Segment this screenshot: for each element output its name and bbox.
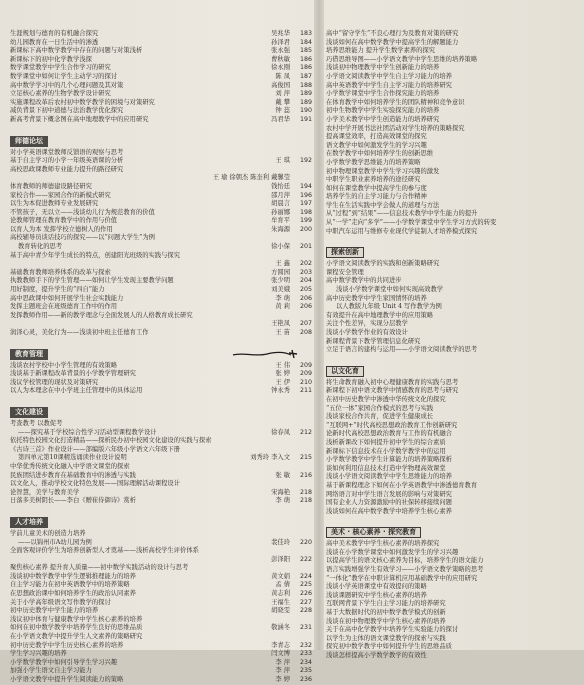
section-heading <box>10 509 312 528</box>
entry-title: 全面客观评价学生为培养创新型人才奠基——浅析高校学生评价体系 <box>10 547 199 555</box>
entry-page: 206 <box>299 294 312 302</box>
entry-title: 以文化人，推动学校文化特色发展——国际理解活动课程设计 <box>10 480 181 488</box>
entry-title: 不管孩子，无以立——浅谈幼儿行为规范教育的价值 <box>10 208 155 216</box>
index-entry: 互联网背景下学生自主学习能力的培养研究 <box>326 600 446 608</box>
section-heading <box>326 358 576 377</box>
entry-title: 数学课堂教学中学生合作学习的研究 <box>10 64 111 72</box>
section-heading-label: 探索创新 <box>326 247 364 258</box>
entry-title: 减负背景下初中道德与法治教学优化探究 <box>10 107 124 115</box>
index-entry <box>10 183 312 192</box>
index-entry <box>10 295 312 304</box>
entry-author: 钱怡廷 <box>271 182 290 190</box>
entry-page: 208 <box>299 329 312 336</box>
entry-author: 王 伟 <box>275 361 290 369</box>
entry-title: 生涯规划与德育的有机融合探究 <box>10 30 99 37</box>
index-entry: 初中物理课堂教学中学生学习兴趣的激发 <box>326 167 440 175</box>
index-entry: 浅谈在初中物理教学中学生核心素养的培养 <box>326 617 446 625</box>
index-entry <box>10 667 312 676</box>
entry-title: 浅议初中体育与健康教学中学生核心素养的培养 <box>10 615 143 623</box>
entry-page: 189 <box>299 90 312 98</box>
entry-page: 186 <box>299 64 312 72</box>
index-entry: 浅谈小学语文阅读教学中学生思维能力的培养 <box>326 473 452 481</box>
index-entry <box>10 200 312 209</box>
entry-title: 润泽心灵，美化行为——浅谈初中班主任德育工作 <box>10 329 149 336</box>
index-entry <box>10 472 312 481</box>
entry-page: 227 <box>299 598 312 606</box>
index-entry <box>10 260 312 269</box>
entry-page: 188 <box>299 81 312 89</box>
entry-page: 236 <box>299 676 312 683</box>
entry-author: 钟 蕊 <box>275 107 290 115</box>
entry-title: 体育教师的师德建设路径研究 <box>10 182 92 190</box>
entry-page: 218 <box>299 488 312 496</box>
index-entry <box>10 303 312 312</box>
entry-page: 204 <box>299 277 312 285</box>
index-entry: 浅谈在小学数学课堂中如何激发学生的学习兴趣 <box>326 548 459 556</box>
index-entry <box>10 581 312 590</box>
index-entry: 浅谈怎样提高小学数学教学的有效性 <box>326 652 427 659</box>
index-entry <box>10 497 312 506</box>
index-entry <box>10 437 312 446</box>
entry-title: 初中历史教学中学生能力的培养 <box>10 607 99 615</box>
entry-page: 200 <box>299 225 312 233</box>
entry-author: 张永强 <box>271 47 290 55</box>
entry-author: 徐春凤 <box>271 428 290 436</box>
entry-author: 裴佳玲 <box>271 538 290 546</box>
index-entry: 浅谈小学数学课堂中如何实现高效教学 <box>336 286 444 294</box>
section-heading-label: 文化建设 <box>10 407 48 418</box>
index-entry <box>10 157 312 166</box>
index-entry <box>10 420 312 429</box>
entry-author: 李 萍 <box>275 658 290 666</box>
entry-page: 189 <box>299 98 312 106</box>
handwritten-pen-mark <box>231 348 299 360</box>
index-entry <box>10 64 312 73</box>
entry-author: 高俊国 <box>271 81 290 89</box>
index-entry: 高中英语教学中学生自主学习能力的培养研究 <box>326 81 452 89</box>
entry-title: 基础教育教师培养体系的改革与探索 <box>10 268 111 276</box>
entry-author: 孙丽娜 <box>271 208 290 216</box>
entry-page: 198 <box>299 208 312 216</box>
entry-author: 王 鑫 <box>275 260 290 268</box>
book-gutter <box>314 0 324 650</box>
index-entry: 浅谈小学数学作业的有效设计 <box>326 329 408 336</box>
index-entry: 网络语言对中学生语言发展的影响与对策研究 <box>326 490 452 498</box>
entry-page: 205 <box>299 286 312 294</box>
entry-title: 关于小学高年级语文写作教学的探讨 <box>10 598 111 606</box>
index-entry: 高中数学教学中的共同进步 <box>326 277 402 285</box>
index-entry <box>10 387 312 396</box>
entry-title: 民族团结进步教育在基础教育中的渗透与实践 <box>10 471 136 479</box>
index-entry <box>10 47 312 56</box>
entry-title: 数学课堂中如何让学生主动学习的探讨 <box>10 72 118 80</box>
entry-title: 新高考背景下概念图在高中地理教学中的应用研究 <box>10 115 149 123</box>
entry-author: 闫文博 <box>271 650 290 658</box>
index-entry <box>10 633 312 642</box>
entry-title: 小学数学教学中如何引导学生学习兴趣 <box>10 658 118 666</box>
entry-page: 186 <box>299 55 312 63</box>
index-entry <box>10 599 312 608</box>
entry-title: 用好制度，提升学生的“四自”能力 <box>10 286 105 294</box>
entry-page: 202 <box>299 260 312 268</box>
section-heading-label: 人才培养 <box>10 517 48 528</box>
index-entry <box>10 362 312 371</box>
entry-title: 新课标下的初中化学教学浅探 <box>10 55 92 63</box>
entry-author: 宋海艳 <box>271 488 290 496</box>
index-entry: 浅谈如何在高中数学教学中提高学生的解题能力 <box>326 38 459 46</box>
entry-page: 224 <box>299 572 312 580</box>
index-entry: “互联网+”时代高校思想政治教育工作创新研究 <box>326 421 458 429</box>
entry-page: 225 <box>299 581 312 589</box>
index-entry <box>10 252 312 261</box>
index-entry: 小学数学教学思维能力的培养策略 <box>326 158 421 166</box>
entry-author: 胡晓雯 <box>271 607 290 615</box>
entry-title: 发挥教师作用——新的教学理念与全面发展人的人格教育成长研究 <box>10 311 193 319</box>
entry-author: 李 萌 <box>275 497 290 505</box>
entry-title: 《古诗三首》作业设计——部编版六年级小学语文六年级下册 <box>10 445 181 453</box>
index-entry <box>10 107 312 116</box>
entry-title: 初中历史教学中学生历史核心素养的培养 <box>10 641 124 649</box>
entry-title: 高校辅导员谈话技巧的探究——以“问题大学生”为例 <box>10 234 155 242</box>
index-entry <box>10 82 312 91</box>
entry-page: 194 <box>299 182 312 190</box>
entry-author: 方圆园 <box>271 268 290 276</box>
entry-page: 232 <box>299 641 312 649</box>
index-entry: 国有企业人力资源激励中的社保转移接续问题 <box>326 499 452 507</box>
index-entry: 小学语文阅读教学的实践和创新策略研究 <box>326 260 440 268</box>
entry-title: ——以锦州市A幼儿园为例 <box>18 538 92 546</box>
entry-page: 209 <box>299 370 312 378</box>
index-entry: 中职学生职业素养培养的途径研究 <box>326 176 421 184</box>
index-entry: “一体化”教学在中职计算机应用基础教学中的应用研究 <box>326 574 478 582</box>
entry-page: 183 <box>299 30 312 37</box>
index-entry <box>10 277 312 286</box>
index-entry: 小学数学课堂中学生合作探究能力的培养 <box>326 90 440 98</box>
index-entry: 关注个性差异，实现分层教学 <box>326 320 408 328</box>
section-heading-label: 美术 · 核心素养 · 探究教育 <box>326 527 421 538</box>
entry-page: 211 <box>299 387 312 395</box>
index-entry: 中职汽车运用与维修专业现代学徒制人才培养模式探究 <box>326 227 478 235</box>
entry-page: 228 <box>299 607 312 615</box>
index-entry <box>10 590 312 599</box>
index-entry: 新课程下初中语文教学中情感教育的思考与研究 <box>326 387 459 395</box>
entry-title: 以育人为本 发挥学校立德树人的作用 <box>10 225 113 233</box>
entry-title: 小学语文教学中提升学生阅读能力的策略 <box>10 676 124 683</box>
index-entry <box>10 454 312 463</box>
entry-author: 孙泽君 <box>271 38 290 46</box>
entry-title: 基于自主学习的小学一年级英语课的分析 <box>10 157 124 165</box>
entry-author: 冯君华 <box>271 115 290 123</box>
index-entry: 有效提升在高中地理教学中的应用策略 <box>326 311 434 319</box>
entry-title: 浅谈基于新课程改革背景的小学教学管理研究 <box>10 370 136 378</box>
index-entry <box>10 116 312 125</box>
entry-page: 216 <box>299 471 312 479</box>
index-entry: 以人教版九年级 Unit 4 写作教学为例 <box>336 303 442 311</box>
entry-page: 197 <box>299 200 312 208</box>
index-entry <box>10 149 312 158</box>
entry-page: 226 <box>299 590 312 598</box>
section-heading-label: 师德论坛 <box>10 136 48 147</box>
index-entry <box>10 234 312 243</box>
index-entry: 浅谈课题研究中学生核心素养的培养 <box>326 591 427 599</box>
entry-author: 敬涵冬 <box>271 624 290 632</box>
entry-author: 邵月萍 <box>271 191 290 199</box>
index-entry <box>10 286 312 295</box>
index-entry: 学生在生活实践中学会做人的道理与方法 <box>326 201 440 209</box>
index-entry <box>10 429 312 438</box>
entry-title: 聚焦核心素养 提升育人质量——初中数学实践活动的设计与思考 <box>10 564 189 572</box>
index-entry <box>10 329 312 338</box>
index-entry <box>10 209 312 218</box>
section-heading <box>326 519 576 538</box>
index-entry: 小学数学教学中学生计算能力的培养策略探析 <box>326 456 452 464</box>
entry-author: 钟永秀 <box>271 387 290 395</box>
index-entry: 在数学教学中如何培养学生的创新思维 <box>326 150 434 158</box>
index-entry: 论新时代高校思想政治教育与工作的有机融合 <box>326 430 452 438</box>
entry-author: 陈 凤 <box>275 72 290 80</box>
entry-title: 高中数学学习中的几个心理问题及其对策 <box>10 81 124 89</box>
index-entry: 将生命教育融入初中心理健康教育的实践与思考 <box>326 378 459 386</box>
index-entry: 初中生物教学中学生实验探究能力的培养 <box>326 107 440 115</box>
entry-author: 刘秀玲 李入文 <box>250 454 290 462</box>
index-entry <box>10 217 312 226</box>
entry-author: 徐永刚 <box>271 64 290 72</box>
entry-author: 李 萍 <box>275 667 290 675</box>
index-entry <box>10 642 312 651</box>
index-entry: 培养思维能力 提升学生数学素养的探究 <box>326 47 436 55</box>
index-entry: 浅谈小学英语课堂中有效提问的策略 <box>326 583 427 591</box>
entry-author: 胡晨言 <box>271 200 290 208</box>
index-entry <box>10 30 312 39</box>
entry-page: 185 <box>299 47 312 55</box>
index-entry <box>10 539 312 548</box>
index-entry <box>10 624 312 633</box>
entry-author: 李青志 <box>271 641 290 649</box>
right-column-index <box>326 30 576 659</box>
entry-title: 加强小学生语文自主学习能力 <box>10 667 92 675</box>
entry-page: 184 <box>299 38 312 46</box>
entry-title: 实施课程改革后农村初中数学教学的困境与对策研究 <box>10 98 155 106</box>
index-entry: 以学生为主体的语文课堂教学的探索与实践 <box>326 634 446 642</box>
index-entry <box>10 174 312 183</box>
entry-author: 刘 萍 <box>275 90 290 98</box>
index-entry: 浅谈初中物理教学中学生创新能力的培养 <box>326 64 440 72</box>
entry-author: 张 敏 <box>275 471 290 479</box>
entry-title: 对小学英语课堂教师反馈语的观察与思考 <box>10 148 124 156</box>
entry-page: 196 <box>299 191 312 199</box>
index-entry <box>10 530 312 539</box>
index-entry <box>10 320 312 329</box>
index-entry <box>10 463 312 472</box>
index-entry: 语言实践增强学生有效学习——小学语文教学策略的思考 <box>326 566 484 574</box>
entry-page: 191 <box>299 115 312 123</box>
entry-page: 220 <box>299 538 312 546</box>
index-entry <box>10 192 312 201</box>
entry-page: 210 <box>299 378 312 386</box>
entry-author: 李 婷 <box>275 676 290 683</box>
entry-page: 215 <box>299 454 312 462</box>
entry-author: 黄志利 <box>271 590 290 598</box>
index-entry <box>10 556 312 565</box>
entry-title: 论智慧，美学与教育美学 <box>10 488 80 496</box>
entry-title: 中华优秀传统文化融入中学语文课堂的探索 <box>10 462 130 470</box>
index-entry: 高中历史教学中学生家国情怀的培养 <box>326 294 427 302</box>
index-entry: 浅谈家校合作共育，促进学生健康成长 <box>326 413 434 421</box>
index-entry: 语文教学中如何激发学生的学习兴趣 <box>326 141 427 149</box>
entry-title: 学前儿童美术的创造力培养 <box>10 529 86 537</box>
entry-page: 199 <box>299 217 312 225</box>
entry-title: 以生为本促进教师专业发展研究 <box>10 200 99 208</box>
index-entry <box>10 39 312 48</box>
entry-title: 新课标下高中数学教学中存在的问题与对策浅析 <box>10 47 143 55</box>
index-entry: 课程安全管理 <box>326 268 364 276</box>
entry-page: 206 <box>299 303 312 311</box>
entry-author: 张少明 <box>271 277 290 285</box>
index-entry: 小学美术教学中学生创造能力的培养研究 <box>326 115 440 123</box>
index-entry: 高中美术教学中学生核心素养的培养探究 <box>326 540 440 548</box>
left-column-index <box>10 30 312 683</box>
index-entry: 农村中学开展书法社团活动对学生培养的策略探究 <box>326 124 465 132</box>
index-entry: 谈如何利用信息技术打造中学物理高效课堂 <box>326 464 446 472</box>
index-entry: 新课程背景下教学管理信息化研究 <box>326 337 421 345</box>
index-entry: 基于新课程理念下如何在小学英语教学中渗透德育教育 <box>326 481 478 489</box>
entry-title: 以人为本理念在中小学班主任管理中的具体运用 <box>10 387 143 395</box>
entry-page: 235 <box>299 667 312 675</box>
section-heading <box>10 128 312 147</box>
entry-author: 徐小保 <box>271 243 290 251</box>
entry-author: 曹秋敏 <box>271 55 290 63</box>
index-entry: 新课标下信息技术在小学数学教学中的运用 <box>326 447 446 455</box>
entry-title: 依托特色校园文化打造精品——探析民办初中校园文化建设的实践与探索 <box>10 437 212 445</box>
entry-page: 201 <box>299 243 312 251</box>
section-heading <box>10 399 312 418</box>
index-entry: 浅析新课改下如何提升初中学生的综合素质 <box>326 438 446 446</box>
index-entry <box>10 650 312 659</box>
entry-author: 李 萌 <box>275 294 290 302</box>
entry-page: 203 <box>299 268 312 276</box>
index-entry <box>10 243 312 252</box>
entry-title: 家校合作——家园合作的新模式研究 <box>10 191 111 199</box>
index-entry: 在初中历史教学中渗透中华传统文化的探究 <box>326 395 446 403</box>
index-entry <box>10 370 312 379</box>
entry-title: 学生学习兴趣的培养 <box>10 650 67 658</box>
section-heading <box>326 239 576 258</box>
index-entry <box>10 480 312 489</box>
entry-author: 朱海源 <box>271 225 290 233</box>
entry-page: 190 <box>299 107 312 115</box>
entry-page: 209 <box>299 361 312 369</box>
entry-title: 发挥主题班会在班级德育工作中的作用 <box>10 303 118 311</box>
index-entry: 浅谈如何在高中数学教学中培养学生核心素养 <box>326 507 452 515</box>
index-entry <box>10 312 312 321</box>
index-entry: 关于在高中化学教学中培养学生实验能力的探讨 <box>326 626 459 634</box>
entry-title: 执教教师手下的学生管理——如何让学生发现主要教学问题 <box>10 277 174 285</box>
section-heading-label: 教育管理 <box>10 349 48 360</box>
entry-author: 王福生 <box>271 598 290 606</box>
entry-page: 231 <box>299 624 312 632</box>
index-entry: 小学语文阅读教学中学生自主学习能力的培养 <box>326 72 452 80</box>
entry-title: 浅议学校管理的现状及对策研究 <box>10 378 99 386</box>
index-entry <box>10 547 312 556</box>
index-entry: 从“一学”走向“多学”——小学数学课堂中学生学习方式的转变 <box>326 219 497 227</box>
entry-author: 彭泽阳 <box>271 555 290 563</box>
entry-title: 考查教考 以教促考 <box>10 419 63 427</box>
index-entry: “五位一体”家园合作模式的思考与实践 <box>326 404 434 412</box>
entry-author: 王艳凤 <box>271 320 290 328</box>
index-entry: 探究初中数学教学中如何提升学生的思维品质 <box>326 643 452 651</box>
entry-author: 黄文娟 <box>271 572 290 580</box>
entry-author: 吴兆华 <box>271 30 290 37</box>
index-entry: 如何在课堂教学中提高学生的参与度 <box>326 184 427 192</box>
entry-title: 自主学习能力在初中英语教学中的培养策略 <box>10 581 130 589</box>
index-entry: 基于大数据时代的初中数学教学模式的创新 <box>326 609 446 617</box>
entry-title: ——探究基于学校综合性学习活动型课程教学设计 <box>18 428 157 436</box>
index-entry: 提高课堂效率，打造高效课堂的探究 <box>326 133 427 141</box>
entry-author: 张 婷 <box>275 370 290 378</box>
index-entry: 从“过程”到“结果”——信息技术教学中学生能力的提升 <box>326 210 478 218</box>
entry-title: 基于高中青少年学生成长的特点，创建阳光班级的实践与探究 <box>10 251 181 259</box>
entry-page: 192 <box>299 157 312 165</box>
entry-author: 黄 莉 <box>275 303 290 311</box>
entry-title: 浅谈初中数学教学中学生逻辑推理能力的培养 <box>10 572 136 580</box>
index-entry: 立足于语言的建构与运用——小学语文阅读教学的思考 <box>326 346 478 354</box>
entry-author: 牟育平 <box>271 217 290 225</box>
entry-author: 王 伊 <box>275 378 290 386</box>
entry-title: 在思想政治课中如何培养学生的政治认同素养 <box>10 590 136 598</box>
index-entry: 巧借思维导图——小学语文教学中学生思维的培养策略 <box>326 55 478 63</box>
entry-title: 幼儿园教育在一日生活中的渗透 <box>10 38 99 46</box>
entry-title: 第四单元第10课精选诵读作业设计说明 <box>18 454 127 462</box>
index-entry <box>10 90 312 99</box>
entry-page: 233 <box>299 650 312 658</box>
index-entry: 高中“留守学生”不良心理行为及教育对策的研究 <box>326 30 459 37</box>
entry-title: 在小学语文教学中提升学生人文素养的策略研究 <box>10 633 143 641</box>
entry-page: 234 <box>299 658 312 666</box>
entry-title: 教育转化的思考 <box>18 243 63 251</box>
entry-title: 高中思政课中如何开展学生社会实践能力 <box>10 294 124 302</box>
entry-title: 立足核心素养的生物学教学设计研究 <box>10 90 111 98</box>
index-entry: 以提高学生的语文核心素养为目标，培养学生的语文能力 <box>326 557 484 565</box>
entry-page: 212 <box>299 428 312 436</box>
section-heading-label: 以文化育 <box>326 366 364 377</box>
entry-author: 刘美娥 <box>271 286 290 294</box>
index-entry: 培养学生的自主学习能力与合作精神 <box>326 193 427 201</box>
index-entry <box>10 676 312 685</box>
entry-author: 戴 攀 <box>275 98 290 106</box>
index-entry <box>10 607 312 616</box>
entry-author: 王 苗 <box>275 329 290 336</box>
index-entry: 在体育教学中如何培养学生的团队精神和竞争意识 <box>326 98 465 106</box>
entry-page: 222 <box>299 555 312 563</box>
entry-title: 高校思政课教师专业能力提升的路径研究 <box>10 165 124 173</box>
entry-title: 日落多美树阴长——李白《赠崔侍御诗》赏析 <box>10 497 136 505</box>
index-entry <box>10 564 312 573</box>
entry-title: 如何在初中数学教学中培养学生良好的思维品质 <box>10 624 143 632</box>
entry-author: 王 瑜 徐朝杰 陈奎利 戴馨莹 <box>212 174 290 182</box>
entry-page: 218 <box>299 497 312 505</box>
entry-author: 孟 倩 <box>275 581 290 589</box>
entry-title: 论教师管理在教育教学中的作用与价值 <box>10 217 118 225</box>
entry-title: 浅谈农村学校中小学生管理的有效策略 <box>10 361 118 369</box>
entry-page: 207 <box>299 320 312 328</box>
index-entry <box>10 73 312 82</box>
entry-page: 187 <box>299 72 312 80</box>
entry-author: 王 琪 <box>275 157 290 165</box>
